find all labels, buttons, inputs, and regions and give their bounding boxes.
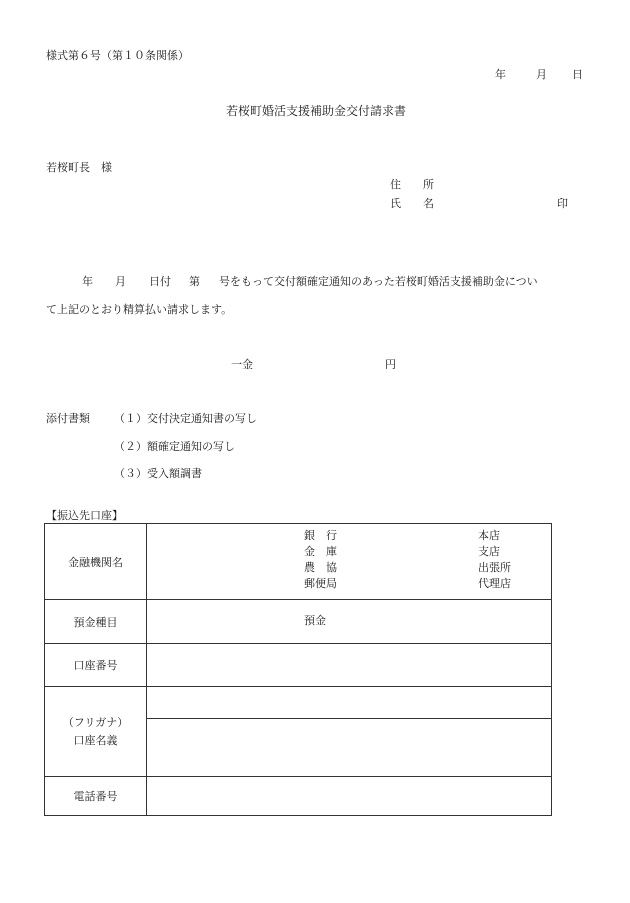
phone-label: 電話番号 xyxy=(45,777,147,815)
seal-mark: 印 xyxy=(557,197,568,210)
body-line-1 xyxy=(46,268,591,296)
account-name-main-label: 口座名義 xyxy=(73,733,118,747)
institution-type: 銀 行 xyxy=(304,529,337,542)
amount-prefix: 一金 xyxy=(231,358,253,371)
account-name-label xyxy=(45,687,147,776)
branch-type: 出張所 xyxy=(478,561,511,574)
body-line-2: て上記のとおり精算払い請求します。 xyxy=(46,303,233,316)
addressee: 若桜町長 様 xyxy=(46,161,112,174)
deposit-type-row xyxy=(45,600,551,644)
amount-unit: 円 xyxy=(385,358,396,371)
account-number-value[interactable] xyxy=(147,644,551,686)
institution-type: 郵便局 xyxy=(304,577,337,590)
date-year: 年 xyxy=(495,68,506,81)
body-month: 月 xyxy=(115,275,126,288)
request-body xyxy=(46,268,591,324)
institution-row xyxy=(45,524,551,600)
attachments-label: 添付書類 xyxy=(46,412,90,425)
account-number-label: 口座番号 xyxy=(45,644,147,686)
account-number-row xyxy=(45,644,551,687)
branch-types xyxy=(478,528,511,592)
attachment-item: （３）受入額調書 xyxy=(114,467,202,480)
attachment-item: （２）額確定通知の写し xyxy=(114,440,235,453)
bank-section-heading: 【振込先口座】 xyxy=(46,509,123,522)
bank-account-table xyxy=(44,523,552,816)
deposit-type-value[interactable] xyxy=(147,600,551,643)
deposit-type-suffix: 預金 xyxy=(304,614,326,627)
institution-types xyxy=(304,528,337,592)
account-name-kana-value[interactable] xyxy=(147,687,551,718)
name-label: 氏 名 xyxy=(390,197,434,210)
account-name-kana-label: （フリガナ） xyxy=(62,715,129,729)
body-line1-rest: 号をもって交付額確定通知のあった若桜町婚活支援補助金につい xyxy=(219,275,538,288)
account-name-value[interactable] xyxy=(147,719,551,776)
branch-type: 支店 xyxy=(478,545,500,558)
deposit-type-label: 預金種目 xyxy=(45,600,147,643)
body-dated: 日付 xyxy=(149,275,171,288)
branch-type: 代理店 xyxy=(478,577,511,590)
date-month: 月 xyxy=(536,68,547,81)
institution-label: 金融機関名 xyxy=(45,524,147,599)
account-name-row xyxy=(45,687,551,777)
date-line xyxy=(495,68,583,82)
attachment-item: （１）交付決定通知書の写し xyxy=(114,412,257,425)
document-title: 若桜町婚活支援補助金交付請求書 xyxy=(226,104,407,118)
institution-value[interactable] xyxy=(147,524,551,599)
form-number: 様式第６号（第１０条関係） xyxy=(46,49,189,62)
body-number-prefix: 第 xyxy=(189,275,200,288)
institution-type: 農 協 xyxy=(304,561,337,574)
phone-row xyxy=(45,777,551,815)
date-day: 日 xyxy=(572,68,583,81)
phone-value[interactable] xyxy=(147,777,551,815)
branch-type: 本店 xyxy=(478,529,500,542)
body-year: 年 xyxy=(82,275,93,288)
address-label: 住 所 xyxy=(390,178,434,191)
institution-type: 金 庫 xyxy=(304,545,337,558)
